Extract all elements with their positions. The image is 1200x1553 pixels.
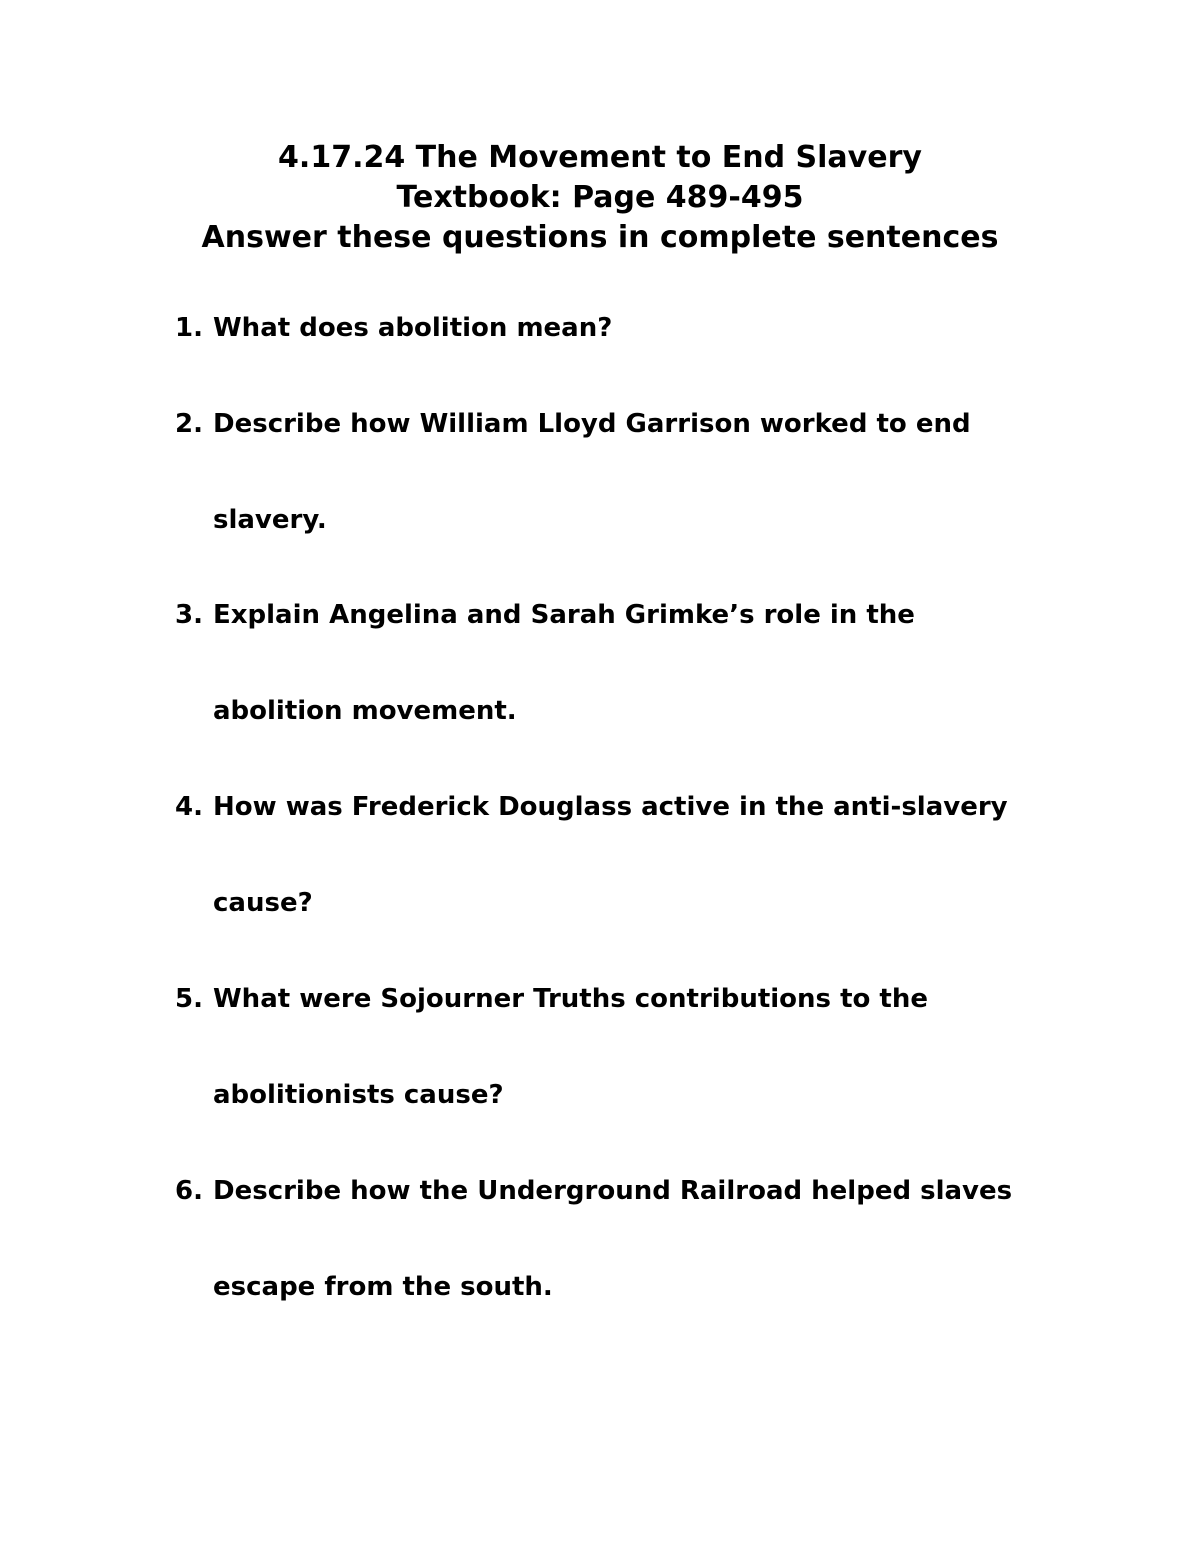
question-text-continued: abolitionists cause? [213,1080,504,1110]
question-number: 5. [175,984,203,1014]
question-text-continued: escape from the south. [213,1272,553,1302]
worksheet-title: 4.17.24 The Movement to End Slavery [278,140,922,175]
textbook-reference: Textbook: Page 489-495 [396,180,804,215]
question-number: 3. [175,600,203,630]
question-number: 6. [175,1176,203,1206]
question-number: 2. [175,409,203,439]
question-text: How was Frederick Douglass active in the anti-slavery [213,792,1008,822]
question-text: What does abolition mean? [213,313,613,343]
question-text-continued: abolition movement. [213,696,517,726]
question-number: 1. [175,313,203,343]
instructions: Answer these questions in complete sentences [201,220,999,255]
question-text: Describe how William Lloyd Garrison worked to end [213,409,971,439]
question-text-continued: slavery. [213,505,327,535]
question-number: 4. [175,792,203,822]
question-text: What were Sojourner Truths contributions to the [213,984,928,1014]
worksheet-header [0,138,1200,258]
question-text-continued: cause? [213,888,313,918]
question-text: Describe how the Underground Railroad helped slaves [213,1176,1013,1206]
question-text: Explain Angelina and Sarah Grimke’s role in the [213,600,915,630]
